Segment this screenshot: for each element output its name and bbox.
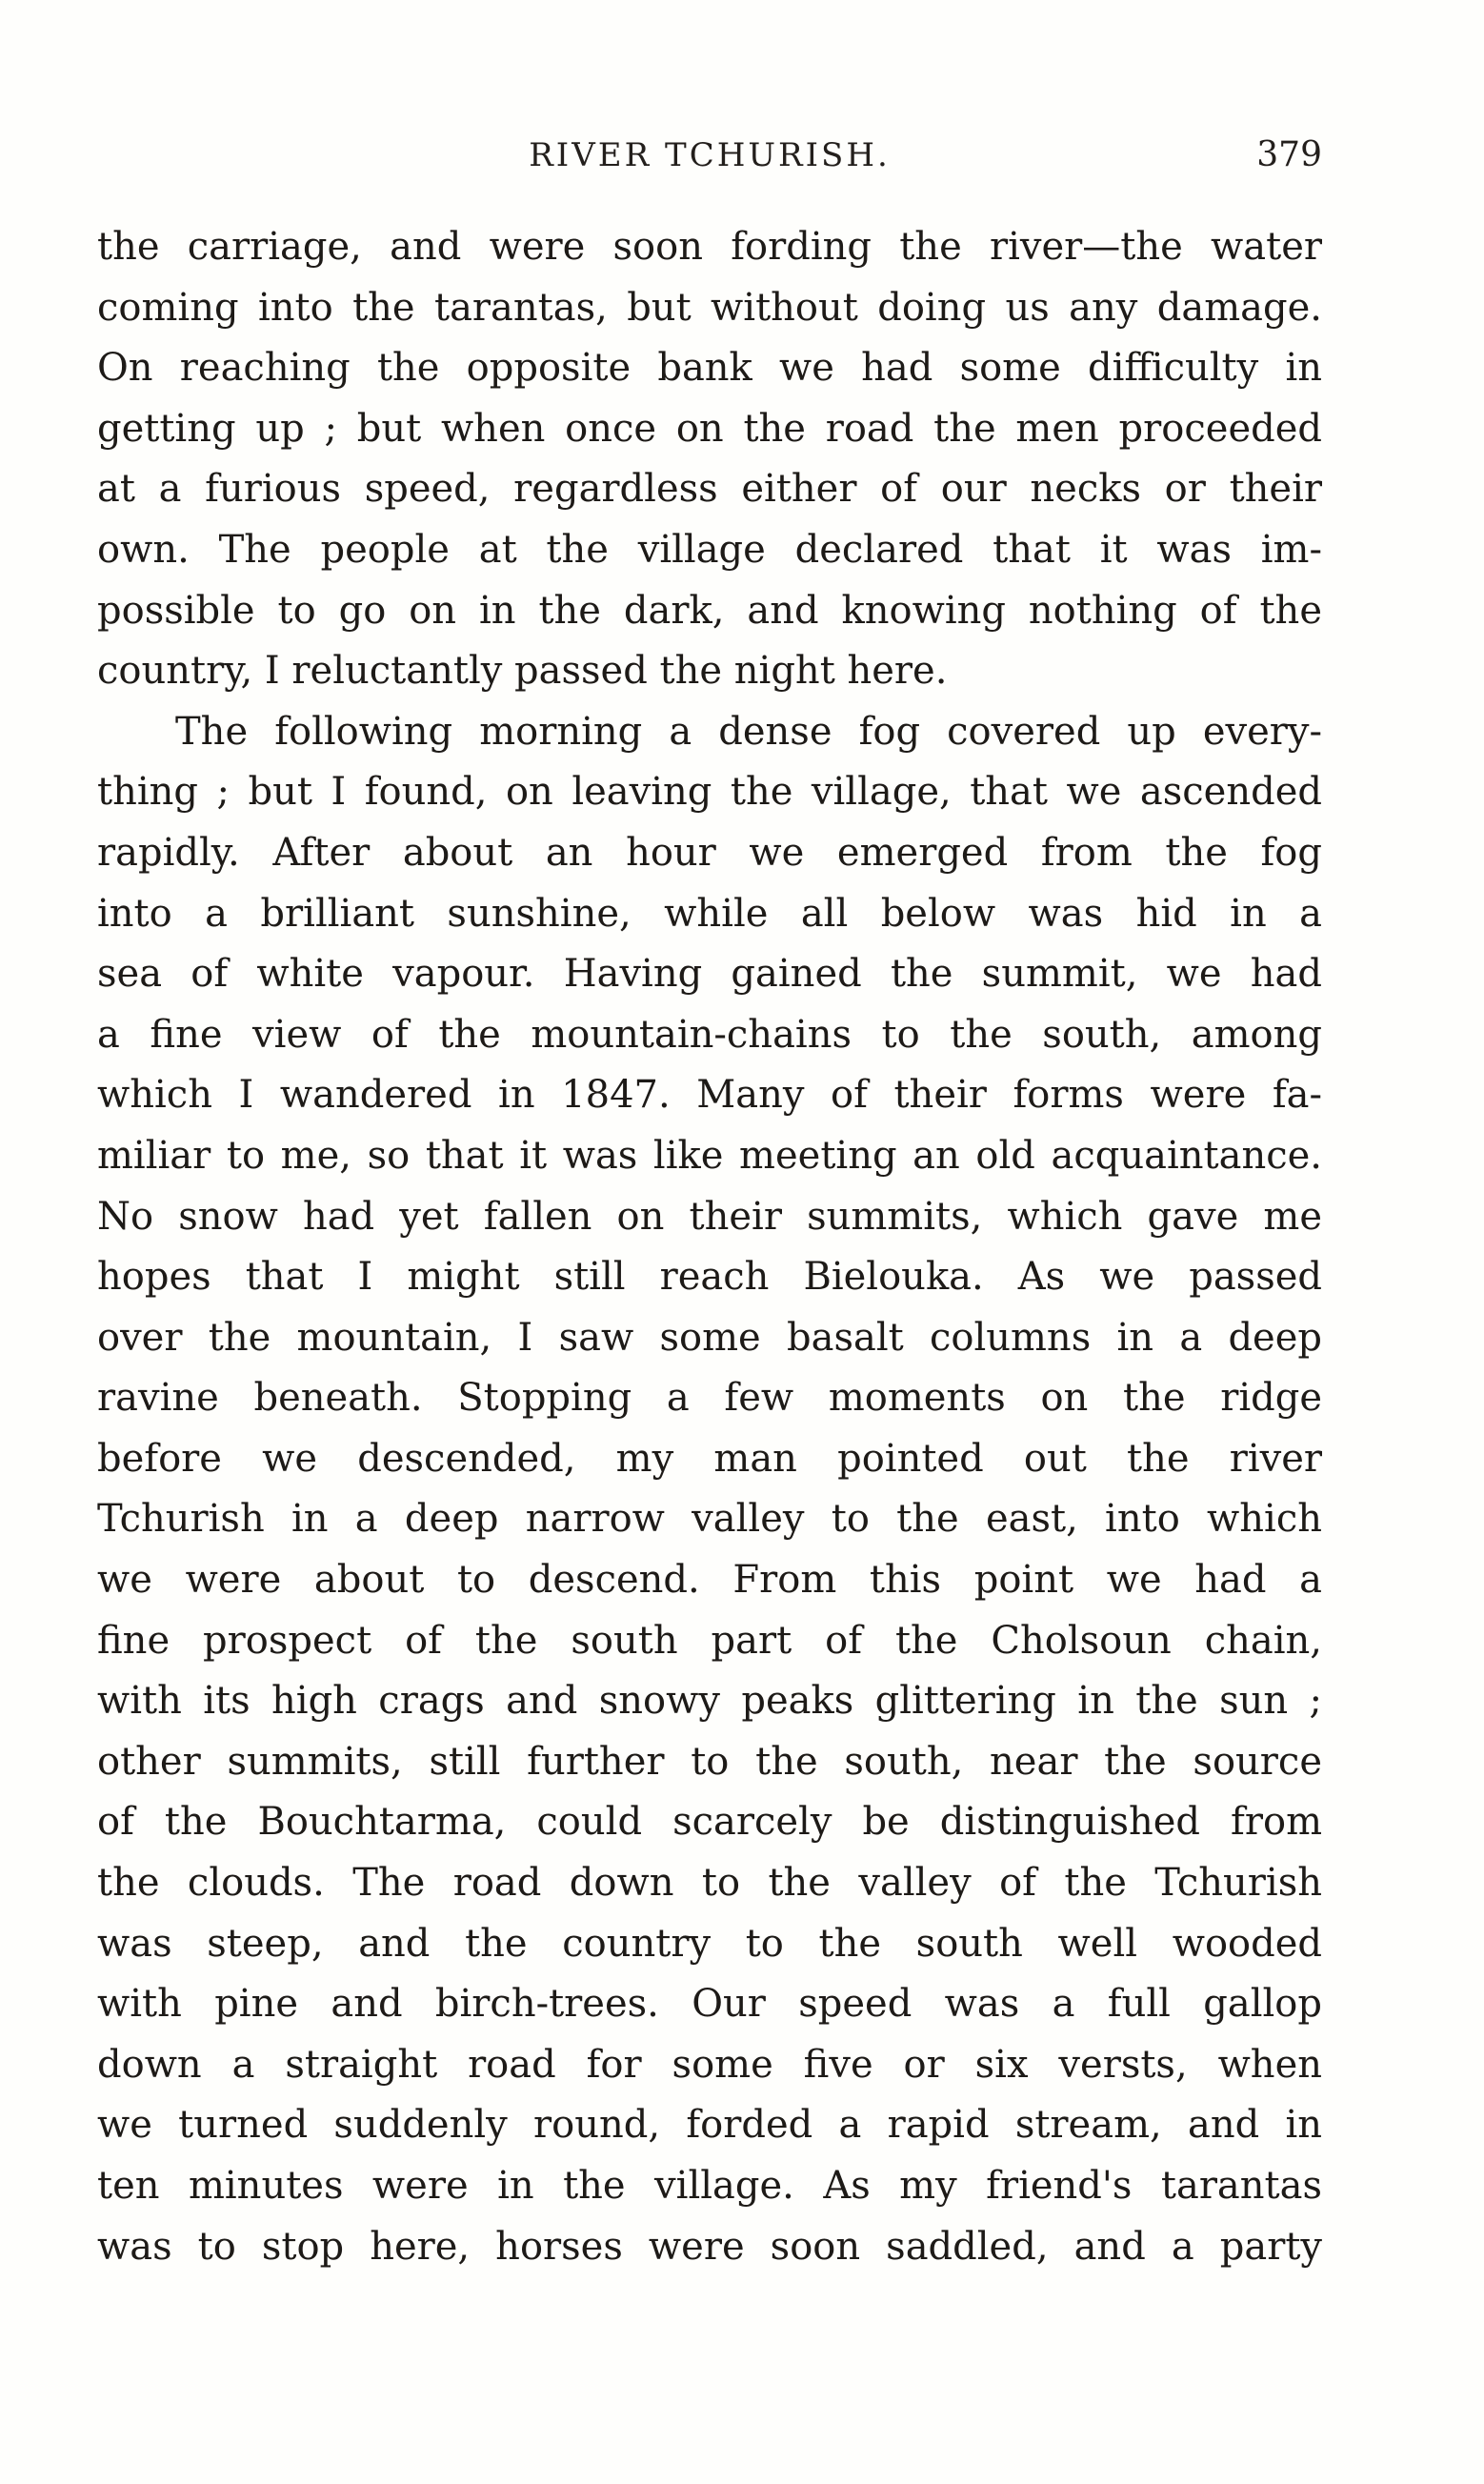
text-line: before we descended, my man pointed out the river [97, 1436, 1322, 1481]
text-line: rapidly. After about an hour we emerged from the fog [97, 830, 1322, 875]
text-line: On reaching the opposite bank we had some difficulty in [97, 346, 1322, 391]
text-line: we turned suddenly round, forded a rapid stream, and in [97, 2103, 1322, 2148]
page-number: 379 [1256, 135, 1322, 174]
text-line: No snow had yet fallen on their summits, which gave me [97, 1194, 1322, 1239]
page-header [97, 131, 1322, 179]
text-line: fine prospect of the south part of the Cholsoun chain, [97, 1618, 1322, 1663]
text-line: into a brilliant sunshine, while all below was hid in a [97, 891, 1322, 936]
text-line: hopes that I might still reach Bielouka. As we passed [97, 1255, 1322, 1300]
text-line: we were about to descend. From this point we had a [97, 1558, 1322, 1603]
running-head: RIVER TCHURISH. [529, 136, 891, 174]
text-line: with pine and birch-trees. Our speed was a full gallop [97, 1982, 1322, 2027]
text-line: other summits, still further to the south, near the source [97, 1739, 1322, 1784]
text-line: coming into the tarantas, but without doing us any damage. [97, 285, 1322, 330]
text-line: of the Bouchtarma, could scarcely be distinguished from [97, 1800, 1322, 1845]
text-line: the carriage, and were soon fording the river—the water [97, 225, 1322, 269]
text-line: a fine view of the mountain-chains to the south, among [97, 1012, 1322, 1057]
text-line: which I wandered in 1847. Many of their forms were fa- [97, 1073, 1322, 1118]
text-line: was to stop here, horses were soon saddled, and a party [97, 2224, 1322, 2269]
text-line: at a furious speed, regardless either of our necks or their [97, 467, 1322, 512]
text-line: with its high crags and snowy peaks glittering in the sun ; [97, 1679, 1322, 1724]
text-line: the clouds. The road down to the valley of the Tchurish [97, 1861, 1322, 1906]
text-line: own. The people at the village declared that it was im- [97, 527, 1322, 572]
body-text [97, 217, 1322, 2277]
text-line: ten minutes were in the village. As my friend's tarantas [97, 2164, 1322, 2208]
paragraph-start-line: The following morning a dense fog covered up every- [175, 709, 1322, 754]
text-line: thing ; but I found, on leaving the village, that we ascended [97, 770, 1322, 815]
text-line: sea of white vapour. Having gained the summit, we had [97, 952, 1322, 997]
text-line: Tchurish in a deep narrow valley to the east, into which [97, 1497, 1322, 1542]
text-line: getting up ; but when once on the road the men proceeded [97, 406, 1322, 451]
paragraph-end-line: country, I reluctantly passed the night here. [97, 649, 948, 694]
text-line: over the mountain, I saw some basalt columns in a deep [97, 1315, 1322, 1360]
text-line: possible to go on in the dark, and knowing nothing of the [97, 588, 1322, 633]
text-line: was steep, and the country to the south well wooded [97, 1921, 1322, 1966]
text-line: miliar to me, so that it was like meeting an old acquaintance. [97, 1133, 1322, 1178]
text-line: down a straight road for some five or six versts, when [97, 2042, 1322, 2087]
text-line: ravine beneath. Stopping a few moments on the ridge [97, 1376, 1322, 1421]
